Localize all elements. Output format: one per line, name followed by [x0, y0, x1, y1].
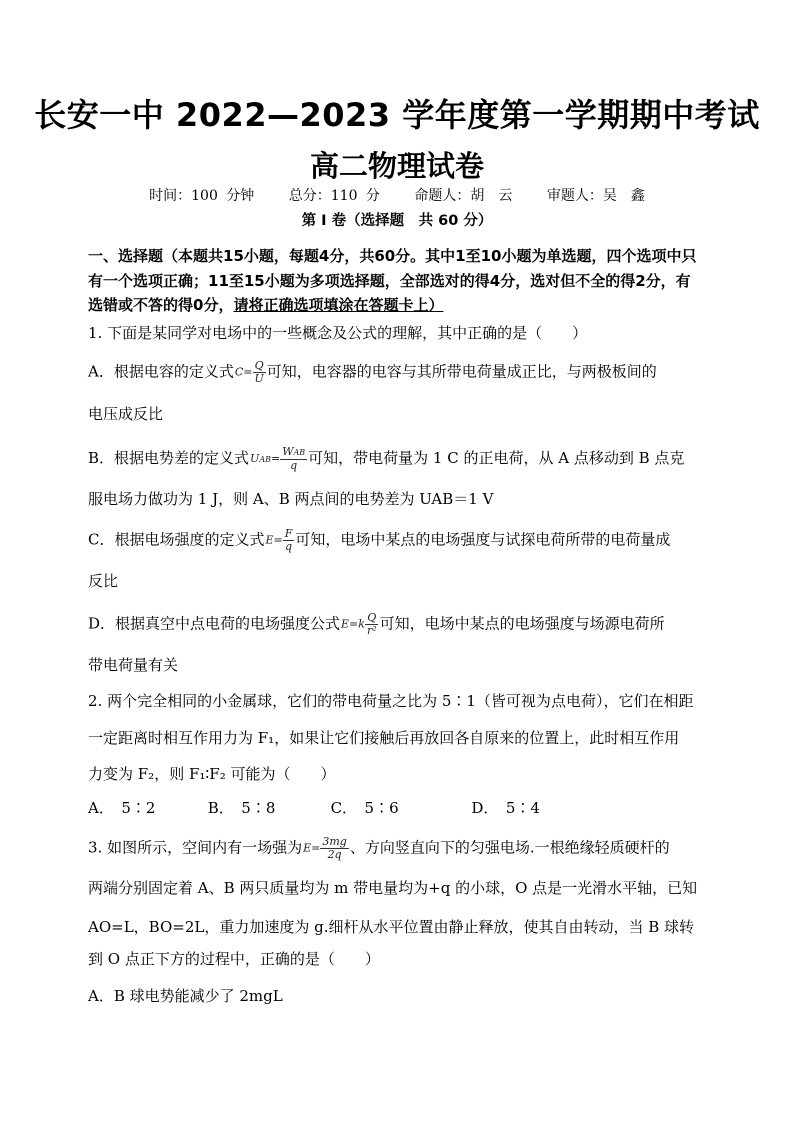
- q1-option-d: D．根据真空中点电荷的电场强度公式E=k $\frac{Q}{\text{r²}}$ 可知，电场中某点的电场强度与场源电荷所: [88, 611, 665, 637]
- q1-stem: 1. 下面是某同学对电场中的一些概念及公式的理解，其中正确的是（ ）: [88, 324, 588, 342]
- q1-option-b: B．根据电势差的定义式UAB= $\frac{\text{WAB}}{q}$ 可知，带电荷量为 1 C 的正电荷，从 A 点移动到 B 点克: [88, 445, 685, 472]
- underlined-instruction: 请将正确选项填涂在答题卡上）: [233, 296, 444, 314]
- q3-line2: 两端分别固定着 A、B 两只质量均为 m 带电量均为+q 的小球，O 点是一光滑水平轴，已知: [88, 879, 698, 897]
- q1-option-a-cont: 电压成反比: [88, 405, 164, 423]
- q2-choices: [88, 797, 540, 818]
- q1-option-d-cont: 带电荷量有关: [88, 656, 179, 674]
- q3-option-a: A．B 球电势能减少了 2mgL: [88, 987, 283, 1005]
- exam-info: [0, 185, 794, 205]
- q2-choice-a: A． 5∶2: [88, 799, 156, 817]
- q2-line2: 一定距离时相互作用力为 F₁，如果让它们接触后再放回各自原来的位置上，此时相互作用: [88, 729, 680, 747]
- q3-line3: AO=L，BO=2L，重力加速度为 g.细杆从水平位置由静止释放，使其自由转动，当 B 球转: [88, 918, 695, 936]
- field-strength-formula: E= $\frac{F}{q}$: [265, 527, 293, 553]
- section-instructions-line3: 选错或不答的得0分，请将正确选项填涂在答题卡上）: [88, 296, 444, 314]
- q2-line1: 2. 两个完全相同的小金属球，它们的带电荷量之比为 5∶1（皆可视为点电荷），它们在相距: [88, 692, 694, 710]
- field-strength-value-formula: E= $\frac{3mg}{2q}$: [303, 835, 347, 861]
- exam-author: 命题人：胡 云: [414, 188, 513, 204]
- point-charge-field-formula: E=k $\frac{Q}{\text{r²}}$: [341, 611, 377, 637]
- exam-reviewer: 审题人：吴 鑫: [546, 188, 645, 204]
- q2-choice-d: D． 5∶4: [471, 799, 540, 817]
- q3-line1: 3. 如图所示，空间内有一场强为E= $\frac{3mg}{2q}$ 、方向竖直向下的匀强电场.一根绝缘轻质硬杆的: [88, 835, 670, 861]
- q2-choice-b: B． 5∶8: [207, 799, 276, 817]
- part-title: 第 I 卷（选择题 共 60 分）: [301, 213, 493, 229]
- q1-option-b-cont: 服电场力做功为 1 J，则 A、B 两点间的电势差为 UAB＝1 V: [88, 490, 494, 508]
- exam-time: 时间：100 分钟: [149, 188, 255, 204]
- q1-option-a: A．根据电容的定义式C= $\frac{Q}{U}$ 可知，电容器的电容与其所带电荷量成正比，与两极板间的: [88, 359, 657, 385]
- capacitance-formula: C= $\frac{Q}{U}$: [234, 359, 264, 385]
- exam-total-score: 总分：110 分: [288, 188, 380, 204]
- q2-line3: 力变为 F₂，则 F₁∶F₂ 可能为（ ）: [88, 765, 336, 783]
- section-instructions-line1: 一、选择题（本题共15小题，每题4分，共60分。其中1至10小题为单选题，四个选项中只: [88, 247, 697, 265]
- q1-option-c-cont: 反比: [88, 572, 119, 590]
- q3-line4: 到 O 点正下方的过程中，正确的是（ ）: [88, 950, 380, 968]
- q2-choice-c: C． 5∶6: [330, 799, 399, 817]
- potential-difference-formula: UAB= $\frac{\text{WAB}}{q}$: [250, 445, 306, 472]
- section-instructions-line2: 有一个选项正确；11至15小题为多项选择题，全部选对的得4分，选对但不全的得2分，有: [88, 272, 691, 290]
- exam-title: 长安一中 2022—2023 学年度第一学期期中考试: [34, 96, 760, 134]
- q1-option-c: C．根据电场强度的定义式E= $\frac{F}{q}$ 可知，电场中某点的电场强度与试探电荷所带的电荷量成: [88, 527, 671, 553]
- exam-subtitle: 高二物理试卷: [309, 149, 484, 183]
